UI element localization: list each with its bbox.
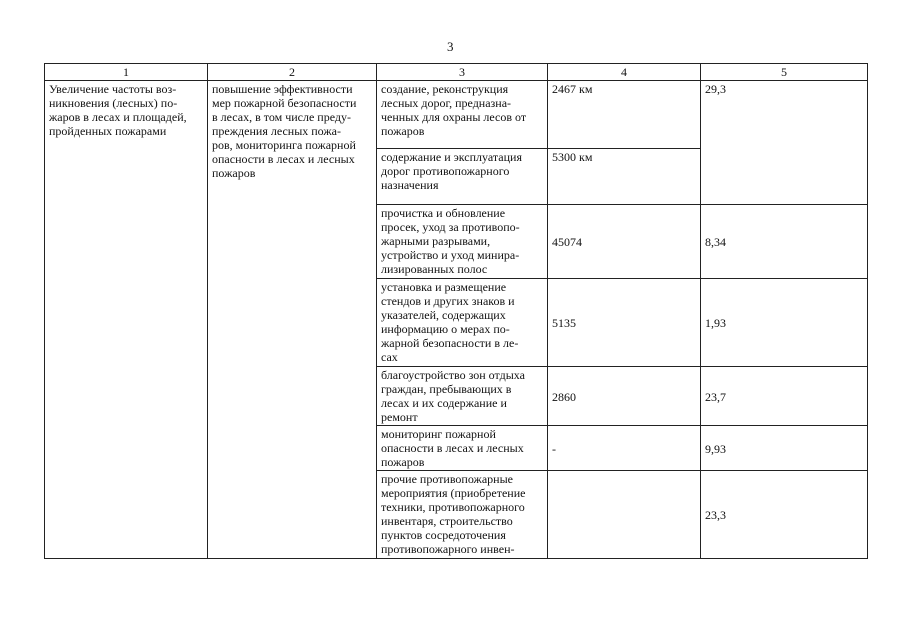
measure-cell: мониторинг пожарной опасности в лесах и лесных пожаров — [377, 426, 548, 471]
volume-cell: 2467 км — [548, 81, 701, 149]
header-cell-2: 2 — [208, 64, 377, 81]
measure-cell: установка и размещение стендов и других знаков и указателей, содержащих информацию о мерах по- жарной безопасности в ле- сах — [377, 279, 548, 367]
header-cell-1: 1 — [45, 64, 208, 81]
value-cell: 1,93 — [701, 279, 868, 367]
measure-cell: прочистка и обновление просек, уход за противопо- жарными разрывами, устройство и уход минира- лизированных полос — [377, 205, 548, 279]
page-number: 3 — [447, 39, 454, 54]
table-row — [45, 81, 868, 149]
value-cell: 23,3 — [701, 471, 868, 559]
value-cell: 8,34 — [701, 205, 868, 279]
volume-cell: 45074 — [548, 205, 701, 279]
measure-cell: создание, реконструкция лесных дорог, предназна- ченных для охраны лесов от пожаров — [377, 81, 548, 149]
volume-cell: 2860 — [548, 367, 701, 426]
volume-cell — [548, 471, 701, 559]
volume-cell: 5300 км — [548, 149, 701, 205]
value-cell: 29,3 — [701, 81, 868, 205]
value-cell: 23,7 — [701, 367, 868, 426]
header-cell-4: 4 — [548, 64, 701, 81]
value-cell: 9,93 — [701, 426, 868, 471]
table-header-row — [45, 64, 868, 81]
header-cell-3: 3 — [377, 64, 548, 81]
measure-cell: благоустройство зон отдыха граждан, пребывающих в лесах и их содержание и ремонт — [377, 367, 548, 426]
task-cell: повышение эффективности мер пожарной безопасности в лесах, в том числе преду- преждения лесных пожа- ров, мониторинга пожарной опасности в лесах и лесных пожаров — [208, 81, 377, 559]
measure-cell: прочие противопожарные мероприятия (приобретение техники, противопожарного инвентаря, строительство пунктов сосредоточения противопожарного инвен- — [377, 471, 548, 559]
volume-cell: 5135 — [548, 279, 701, 367]
header-cell-5: 5 — [701, 64, 868, 81]
problem-cell: Увеличение частоты воз- никновения (лесных) по- жаров в лесах и площадей, пройденных пожарами — [45, 81, 208, 559]
volume-cell: - — [548, 426, 701, 471]
measures-table — [44, 63, 868, 559]
measure-cell: содержание и эксплуатация дорог противопожарного назначения — [377, 149, 548, 205]
